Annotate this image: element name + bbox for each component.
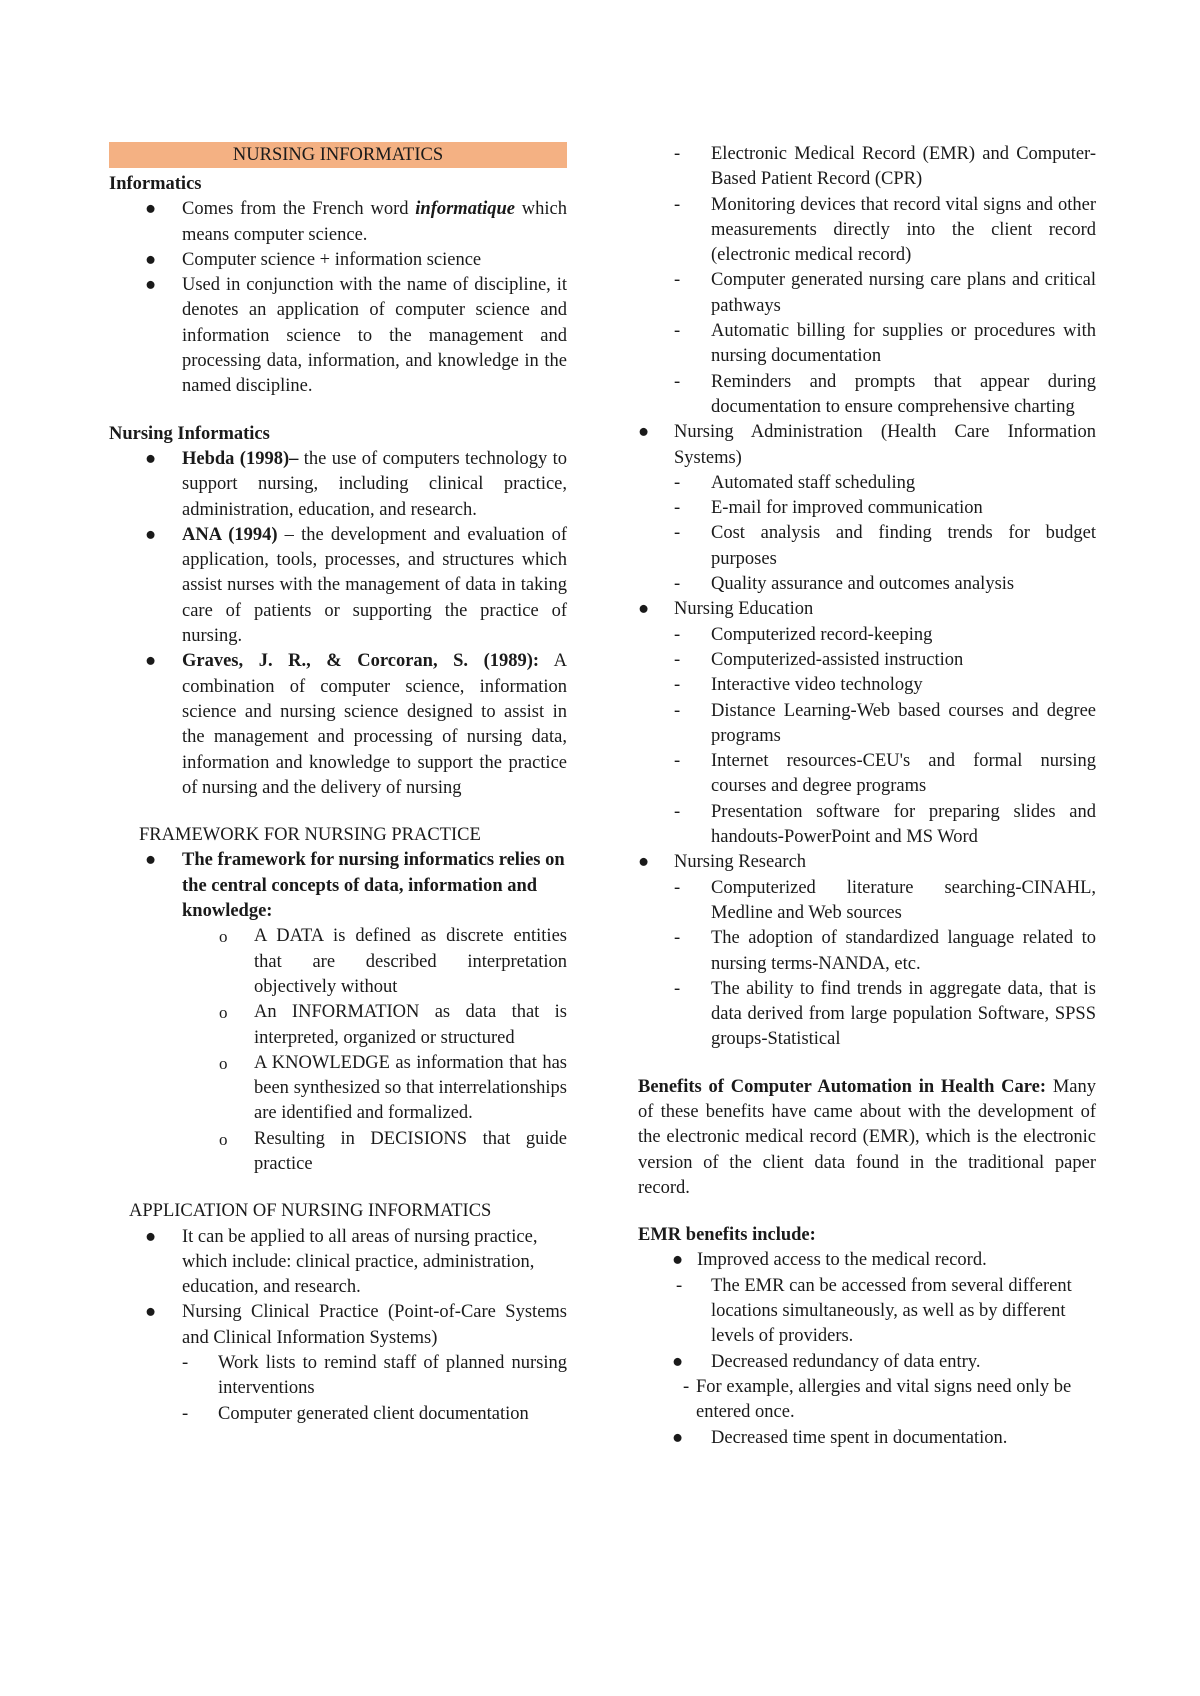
dash-marker: -: [674, 523, 681, 544]
circle-bullet-icon: o: [219, 1053, 228, 1073]
dash-marker: -: [674, 649, 681, 670]
list-item: ● Comes from the French word informatique which means computer science.: [145, 199, 567, 245]
dash-marker: -: [674, 928, 681, 949]
dash-marker: -: [674, 751, 681, 772]
dash-marker: -: [674, 675, 681, 696]
dash-marker: -: [674, 194, 681, 215]
list-item: ● Decreased redundancy of data entry.: [638, 1350, 1096, 1375]
list-item: - Cost analysis and finding trends for budget purposes: [674, 523, 1096, 569]
list-item: - Computer generated nursing care plans and critical pathways: [674, 270, 1096, 316]
list-item: - Internet resources-CEU's and formal nursing courses and degree programs: [674, 751, 1096, 797]
list-item: - Automatic billing for supplies or procedures with nursing documentation: [674, 321, 1096, 367]
list-item: - Computerized literature searching-CINAHL, Medline and Web sources: [674, 877, 1096, 923]
list-item: o A KNOWLEDGE as information that has been synthesized so that interrelationships are identified and formalized.: [219, 1052, 567, 1124]
dash-marker: -: [674, 498, 681, 519]
list-item: - E-mail for improved communication: [638, 496, 1096, 521]
bullet-icon: ●: [145, 850, 157, 871]
list-item: ● Graves, J. R., & Corcoran, S. (1989): A combination of computer science, information science and nursing science designed to assist in the management and processing of nursing data, information and knowledge to support the practice of nursing and the delivery of nursing: [145, 651, 567, 798]
list-item: - The ability to find trends in aggregate data, that is data derived from large population Software, SPSS groups-Statistical: [674, 978, 1096, 1050]
dash-marker: -: [674, 877, 681, 898]
bullet-icon: ●: [672, 1250, 684, 1271]
framework-list: [109, 848, 567, 1177]
list-item: ● Decreased time spent in documentation.: [638, 1426, 1096, 1451]
list-item: - Computerized-assisted instruction: [638, 648, 1096, 673]
list-item: ● Computer science + information science: [109, 248, 567, 273]
clinical-continued-list: [638, 142, 1096, 1053]
application-list: [109, 1225, 567, 1427]
list-item: o A DATA is defined as discrete entities that are described interpretation objectively without: [219, 926, 567, 997]
informatics-list: [109, 197, 567, 399]
dash-marker: -: [674, 371, 681, 392]
list-item: ● Nursing Research: [638, 850, 1096, 875]
list-item: o An INFORMATION as data that is interpreted, organized or structured: [219, 1002, 567, 1048]
bullet-icon: ●: [145, 651, 157, 672]
list-item: ● Improved access to the medical record.: [638, 1248, 1096, 1273]
bullet-icon: ●: [638, 422, 650, 443]
benefits-paragraph: Benefits of Computer Automation in Health Care: Many of these benefits have came about with the development of the electronic medical record (EMR), which is the electronic version of the client data found in the traditional paper record.: [638, 1076, 1096, 1198]
dash-marker: -: [674, 801, 681, 822]
dash-marker: -: [674, 270, 681, 291]
list-item: - Computerized record-keeping: [638, 623, 1096, 648]
list-item: ● The framework for nursing informatics relies on the central concepts of data, information and knowledge:: [145, 850, 565, 922]
bullet-icon: ●: [638, 599, 650, 620]
list-item: - Reminders and prompts that appear during documentation to ensure comprehensive charting: [674, 371, 1096, 417]
dash-marker: -: [674, 700, 681, 721]
dash-marker: -: [674, 624, 681, 645]
framework-heading: FRAMEWORK FOR NURSING PRACTICE: [139, 825, 481, 846]
left-column: [109, 142, 567, 1427]
bullet-icon: ●: [145, 524, 157, 545]
list-item: o Resulting in DECISIONS that guide practice: [219, 1128, 567, 1174]
list-item: - The adoption of standardized language related to nursing terms-NANDA, etc.: [674, 928, 1096, 974]
bullet-icon: ●: [145, 199, 157, 220]
informatics-heading: Informatics: [109, 174, 202, 194]
dash-marker: -: [674, 321, 681, 342]
list-item: - Interactive video technology: [638, 673, 1096, 698]
right-column: [638, 142, 1096, 1451]
emphasis-term: informatique: [415, 199, 515, 220]
circle-bullet-icon: o: [219, 1129, 228, 1149]
dash-marker: -: [683, 1376, 690, 1397]
circle-bullet-icon: o: [219, 1003, 228, 1023]
list-item: - Distance Learning-Web based courses and degree programs: [674, 700, 1096, 746]
list-item: - Work lists to remind staff of planned nursing interventions: [182, 1353, 567, 1399]
circle-bullet-icon: o: [219, 927, 228, 947]
list-item: - For example, allergies and vital signs need only be entered once.: [683, 1376, 1072, 1423]
bullet-icon: ●: [145, 1226, 157, 1247]
benefits-heading: Benefits of Computer Automation in Health Care:: [638, 1076, 1047, 1097]
nursing-informatics-list: [109, 447, 567, 801]
application-heading: APPLICATION OF NURSING INFORMATICS: [129, 1201, 492, 1222]
list-item: ● Nursing Administration (Health Care Information Systems): [638, 422, 1096, 468]
list-item: - Computer generated client documentation: [109, 1402, 567, 1427]
list-item: ● Nursing Clinical Practice (Point-of-Care Systems and Clinical Information Systems): [145, 1302, 567, 1348]
dash-marker: -: [674, 574, 681, 595]
list-item: - Presentation software for preparing slides and handouts-PowerPoint and MS Word: [674, 801, 1096, 848]
nursing-informatics-heading: Nursing Informatics: [109, 423, 270, 444]
bullet-icon: ●: [145, 249, 157, 270]
list-item: ● It can be applied to all areas of nursing practice, which include: clinical practice, administration, education, and research.: [145, 1226, 538, 1298]
bullet-icon: ●: [638, 852, 650, 873]
bullet-icon: ●: [145, 448, 157, 469]
bullet-icon: ●: [672, 1351, 684, 1372]
list-item: ● Hebda (1998)– the use of computers technology to support nursing, including clinical practice, administration, education, and research.: [145, 448, 568, 520]
list-item: - Electronic Medical Record (EMR) and Computer-Based Patient Record (CPR): [674, 144, 1096, 190]
dash-marker: -: [674, 978, 681, 999]
dash-marker: -: [676, 1275, 683, 1296]
dash-marker: -: [182, 1353, 189, 1374]
emr-heading: EMR benefits include:: [638, 1225, 816, 1246]
list-item: - Automated staff scheduling: [638, 471, 1096, 496]
list-item: ● Used in conjunction with the name of discipline, it denotes an application of computer science and information science to the management and processing data, information, and knowledge in the named discipline.: [145, 275, 567, 397]
bullet-icon: ●: [145, 275, 157, 296]
bullet-icon: ●: [672, 1427, 684, 1448]
list-item: - The EMR can be accessed from several different locations simultaneously, as well as by different levels of providers.: [676, 1275, 1072, 1347]
dash-marker: -: [674, 144, 681, 164]
dash-marker: -: [674, 472, 681, 493]
page-title: NURSING INFORMATICS: [109, 142, 567, 168]
list-item: ● Nursing Education: [638, 597, 1096, 622]
list-item: - Quality assurance and outcomes analysis: [638, 572, 1096, 597]
list-item: ● ANA (1994) – the development and evaluation of application, tools, processes, and structures which assist nurses with the management of data in taking care of patients or supporting the practice of nursing.: [145, 524, 567, 647]
dash-marker: -: [182, 1403, 189, 1424]
emr-list: [638, 1248, 1096, 1450]
bullet-icon: ●: [145, 1302, 157, 1323]
list-item: - Monitoring devices that record vital signs and other measurements directly into the client record (electronic medical record): [674, 194, 1096, 266]
